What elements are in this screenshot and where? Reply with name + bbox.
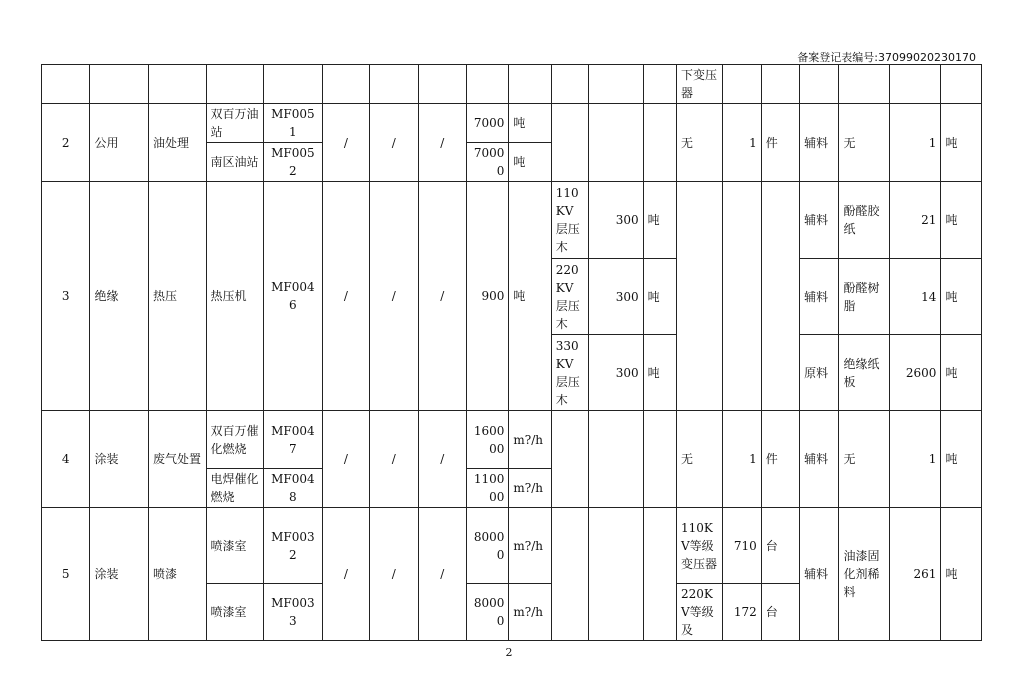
capacity-unit: m?/h [509,508,551,584]
slash-cell: / [370,508,418,641]
capacity-unit: m?/h [509,469,551,508]
row-number: 3 [42,182,90,411]
material-name: 无 [839,104,889,182]
registration-table [41,64,982,641]
slash-cell: / [418,411,466,508]
capacity: 70000 [467,143,509,182]
product-unit: 台 [761,584,799,641]
capacity-unit: 吨 [509,104,551,143]
material-qty: 261 [889,508,940,641]
material-name: 酚醛树脂 [839,259,889,335]
slash-cell: / [418,508,466,641]
capacity: 900 [467,182,509,411]
slash-cell: / [322,182,369,411]
slash-cell: / [322,104,369,182]
equipment-name: 电焊催化燃烧 [206,469,264,508]
category: 涂装 [90,508,149,641]
equipment-id: MF0046 [264,182,323,411]
material-qty: 21 [889,182,940,259]
material-name: 酚醛胶纸 [839,182,889,259]
product-qty: 1 [723,104,761,182]
registration-code: 备案登记表编号:37099020230170 [797,51,976,64]
capacity-unit: 吨 [509,182,551,411]
material-unit: 吨 [941,335,982,411]
capacity: 110000 [467,469,509,508]
product-qty: 1 [723,411,761,508]
output-name: 110KV层压木 [551,182,588,259]
product-qty: 710 [723,508,761,584]
equipment-id: MF0048 [264,469,323,508]
equipment-id: MF0032 [264,508,323,584]
material-type: 辅料 [800,104,839,182]
capacity: 7000 [467,104,509,143]
output-name: 220KV层压木 [551,259,588,335]
material-type: 辅料 [800,508,839,641]
material-name: 油漆固化剂稀料 [839,508,889,641]
capacity-unit: 吨 [509,143,551,182]
output-qty: 300 [589,335,644,411]
equipment-name: 喷漆室 [206,508,264,584]
slash-cell: / [370,182,418,411]
slash-cell: / [370,411,418,508]
category: 涂装 [90,411,149,508]
product-unit: 件 [761,411,799,508]
capacity: 80000 [467,508,509,584]
material-unit: 吨 [941,259,982,335]
slash-cell: / [370,104,418,182]
material-type: 辅料 [800,411,839,508]
product-name: 下变压器 [676,65,722,104]
row-number: 4 [42,411,90,508]
equipment-id: MF0033 [264,584,323,641]
table-row [42,508,982,584]
product-name: 110KV等级变压器 [676,508,722,584]
material-unit: 吨 [941,182,982,259]
capacity: 80000 [467,584,509,641]
equipment-id: MF0051 [264,104,323,143]
output-qty: 300 [589,182,644,259]
table-row [42,65,982,104]
page-number: 2 [505,646,513,659]
material-name: 无 [839,411,889,508]
equipment-name: 热压机 [206,182,264,411]
row-number: 2 [42,104,90,182]
material-name: 绝缘纸板 [839,335,889,411]
product-qty: 172 [723,584,761,641]
product-unit: 台 [761,508,799,584]
material-unit: 吨 [941,104,982,182]
process: 热压 [149,182,207,411]
category: 公用 [90,104,149,182]
category: 绝缘 [90,182,149,411]
equipment-name: 喷漆室 [206,584,264,641]
equipment-name: 南区油站 [206,143,264,182]
product-unit: 件 [761,104,799,182]
equipment-name: 双百万油站 [206,104,264,143]
output-qty: 300 [589,259,644,335]
process: 喷漆 [149,508,207,641]
equipment-id: MF0052 [264,143,323,182]
material-qty: 1 [889,411,940,508]
output-unit: 吨 [643,259,676,335]
material-qty: 1 [889,104,940,182]
equipment-id: MF0047 [264,411,323,469]
process: 油处理 [149,104,207,182]
output-unit: 吨 [643,182,676,259]
material-type: 辅料 [800,182,839,259]
output-name: 330KV层压木 [551,335,588,411]
slash-cell: / [322,411,369,508]
table-row [42,411,982,469]
table-row [42,182,982,259]
slash-cell: / [322,508,369,641]
product-name: 无 [676,104,722,182]
equipment-name: 双百万催化燃烧 [206,411,264,469]
row-number: 5 [42,508,90,641]
table-row [42,104,982,143]
slash-cell: / [418,104,466,182]
material-unit: 吨 [941,411,982,508]
product-name: 无 [676,411,722,508]
material-unit: 吨 [941,508,982,641]
output-unit: 吨 [643,335,676,411]
product-name: 220KV等级及 [676,584,722,641]
material-qty: 14 [889,259,940,335]
slash-cell: / [418,182,466,411]
material-type: 原料 [800,335,839,411]
material-type: 辅料 [800,259,839,335]
capacity-unit: m?/h [509,411,551,469]
process: 废气处置 [149,411,207,508]
capacity: 160000 [467,411,509,469]
capacity-unit: m?/h [509,584,551,641]
material-qty: 2600 [889,335,940,411]
